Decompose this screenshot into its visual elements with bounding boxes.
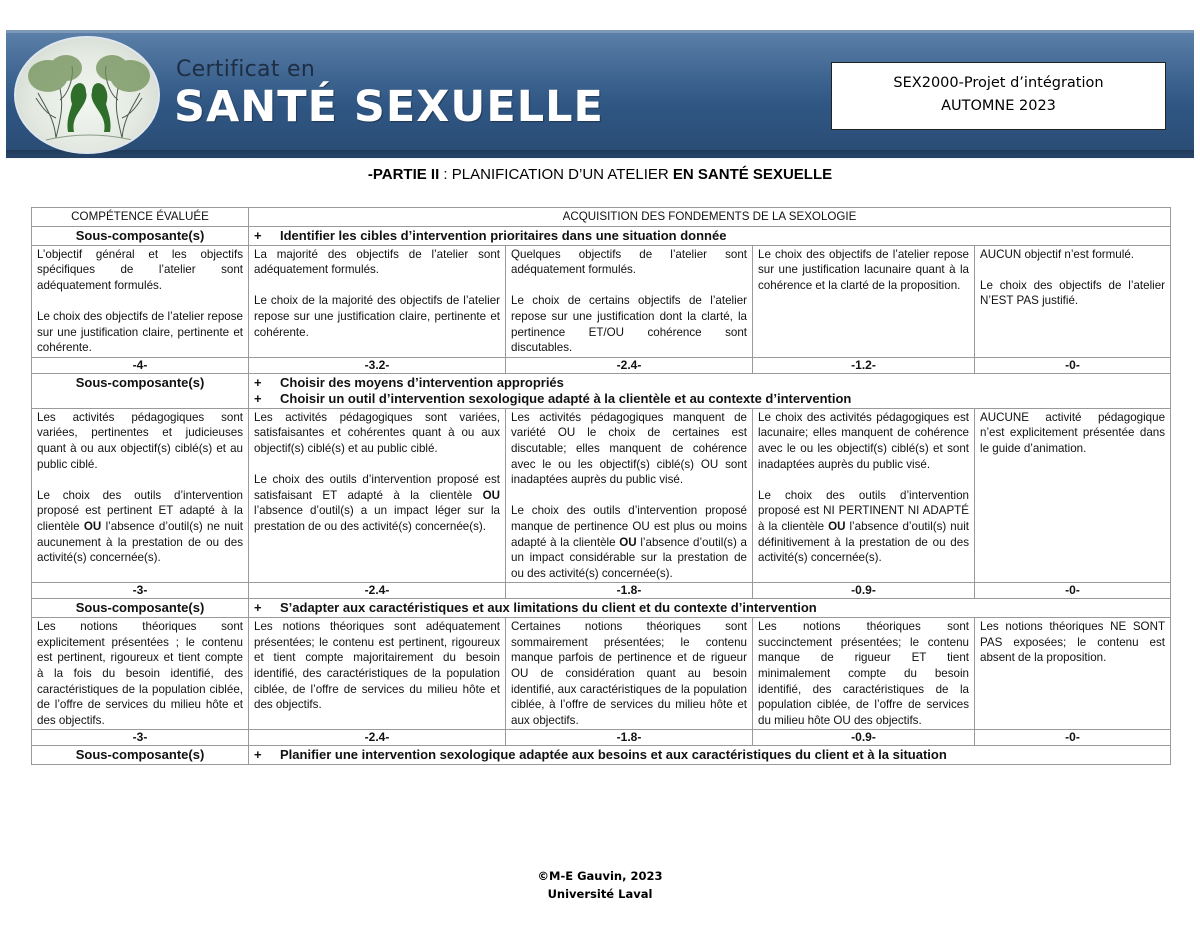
criteria-cell: Les notions théoriques NE SONT PAS exposées; le contenu est absent de la proposition. [975, 618, 1171, 730]
score-cell: -3.2- [249, 357, 506, 373]
criteria-cell: Les activités pédagogiques sont variées, satisfaisantes et cohérentes quant à ou aux objectif(s) ciblé(s) et au public ciblé. Le choix des outils d’intervention proposé est satisfaisant ET adapté à la clientèle OU l’absence d’outil(s) a un impact léger sur la prestation de ou des activité(s) concernée(s). [249, 408, 506, 583]
score-cell: -0- [975, 730, 1171, 746]
subcomponent-row [32, 746, 1171, 765]
score-cell: -0- [975, 583, 1171, 599]
criteria-cell: AUCUN objectif n’est formulé. Le choix des objectifs de l’atelier N’EST PAS justifié. [975, 245, 1171, 357]
course-info-box [831, 62, 1166, 130]
subcomponent-label: Sous-composante(s) [32, 373, 249, 408]
score-cell: -1.8- [506, 583, 753, 599]
criteria-cell: Le choix des activités pédagogiques est lacunaire; elles manquent de cohérence avec le ou les objectif(s) ciblé(s) et sont inadaptées auprès du public visé. Le choix des outils d’intervention proposé est NI PERTINENT NI ADAPTÉ à la clientèle OU l’absence d’outil(s) nuit définitivement à la prestation de ou des activité(s) concernée(s). [753, 408, 975, 583]
program-title: SANTÉ SEXUELLE [174, 82, 604, 132]
page-title: -PARTIE II : PLANIFICATION D’UN ATELIER EN SANTÉ SEXUELLE [367, 166, 833, 183]
criteria-cell: Les activités pédagogiques sont variées, pertinentes et judicieuses quant à ou aux objectif(s) ciblé(s) et au public ciblé. Le choix des outils d’intervention proposé est pertinent ET adapté à la clientèle OU l’absence d’outil(s) ne nuit aucunement à la prestation de ou des activité(s) concernée(s). [32, 408, 249, 583]
score-cell: -3- [32, 730, 249, 746]
score-row [32, 357, 1171, 373]
course-code: SEX2000-Projet d’intégration [893, 75, 1104, 91]
criteria-cell: AUCUNE activité pédagogique n’est explicitement présentée dans le guide d’animation. [975, 408, 1171, 583]
subcomponent-title: + Choisir des moyens d’intervention appropriés + Choisir un outil d’intervention sexologique adapté à la clientèle et au contexte d’intervention [249, 373, 1171, 408]
criteria-cell: Les notions théoriques sont succinctement présentées; le contenu manque de rigueur ET tient minimalement compte du besoin identifié, des caractéristiques de la population ciblée, de l’offre de services du milieu hôte OU des objectifs. [753, 618, 975, 730]
score-cell: -0- [975, 357, 1171, 373]
tree-faces-icon [16, 38, 160, 154]
evaluation-rubric-table [31, 207, 1171, 765]
copyright-text: ©M-E Gauvin, 2023 [537, 869, 663, 883]
course-session: AUTOMNE 2023 [941, 98, 1056, 114]
subcomponent-label: Sous-composante(s) [32, 226, 249, 245]
score-cell: -2.4- [506, 357, 753, 373]
criteria-row [32, 408, 1171, 583]
criteria-row [32, 618, 1171, 730]
score-cell: -4- [32, 357, 249, 373]
criteria-cell: Le choix des objectifs de l’atelier repose sur une justification lacunaire quant à la cohérence et la clarté de la proposition. [753, 245, 975, 357]
criteria-cell: Les notions théoriques sont explicitement présentées ; le contenu est pertinent, rigoureux et tient compte à la fois du besoin identifié, des caractéristiques de la population ciblée, de l’offre de services du milieu hôte et des objectifs. [32, 618, 249, 730]
criteria-cell: Certaines notions théoriques sont sommairement présentées; le contenu manque parfois de pertinence et de rigueur OU de considération quant au besoin identifié, aux caractéristiques de la population ciblée, à l’offre de services du milieu hôte et aux objectifs. [506, 618, 753, 730]
criteria-cell: Quelques objectifs de l’atelier sont adéquatement formulés. Le choix de certains objectifs de l’atelier repose sur une justification dont la clarté, la pertinence ET/OU cohérence sont discutables. [506, 245, 753, 357]
score-row [32, 583, 1171, 599]
certificate-subtitle: Certificat en [176, 57, 316, 82]
subcomponent-title: + S’adapter aux caractéristiques et aux limitations du client et du contexte d’intervention [249, 599, 1171, 618]
criteria-cell: Les activités pédagogiques manquent de variété OU le choix de certaines est discutable; elles manquent de cohérence avec le ou les objectif(s) ciblé(s) OU sont inadaptées auprès du public visé. Le choix des outils d’intervention proposé manque de pertinence OU est plus ou moins adapté à la clientèle OU l’absence d’outil(s) a un impact considérable sur la prestation de ou des activité(s) concernée(s). [506, 408, 753, 583]
university-text: Université Laval [547, 887, 653, 901]
criteria-cell: L’objectif général et les objectifs spécifiques de l’atelier sont adéquatement formulés. Le choix des objectifs de l’atelier repose sur une justification claire, pertinente et cohérente. [32, 245, 249, 357]
subcomponent-row [32, 373, 1171, 408]
criteria-row [32, 245, 1171, 357]
subcomponent-row [32, 599, 1171, 618]
subcomponent-label: Sous-composante(s) [32, 599, 249, 618]
subcomponent-row [32, 226, 1171, 245]
score-cell: -1.8- [506, 730, 753, 746]
score-cell: -0.9- [753, 730, 975, 746]
competence-row [32, 208, 1171, 227]
subcomponent-title: + Planifier une intervention sexologique adaptée aux besoins et aux caractéristiques du client et à la situation [249, 746, 1171, 765]
score-row [32, 730, 1171, 746]
competence-value: ACQUISITION DES FONDEMENTS DE LA SEXOLOGIE [249, 208, 1171, 227]
footer [0, 867, 1200, 903]
subcomponent-title: + Identifier les cibles d’intervention prioritaires dans une situation donnée [249, 226, 1171, 245]
score-cell: -1.2- [753, 357, 975, 373]
score-cell: -2.4- [249, 583, 506, 599]
banner-shadow [6, 150, 1194, 160]
logo-image [14, 36, 160, 154]
competence-label: COMPÉTENCE ÉVALUÉE [32, 208, 249, 227]
criteria-cell: La majorité des objectifs de l’atelier sont adéquatement formulés. Le choix de la majorité des objectifs de l’atelier repose sur une justification claire, pertinente et cohérente. [249, 245, 506, 357]
score-cell: -0.9- [753, 583, 975, 599]
score-cell: -3- [32, 583, 249, 599]
score-cell: -2.4- [249, 730, 506, 746]
subcomponent-label: Sous-composante(s) [32, 746, 249, 765]
criteria-cell: Les notions théoriques sont adéquatement présentées; le contenu est pertinent, rigoureux et tient compte majoritairement du besoin identifié, des caractéristiques de la population ciblée, de l’offre de services du milieu hôte et des objectifs. [249, 618, 506, 730]
